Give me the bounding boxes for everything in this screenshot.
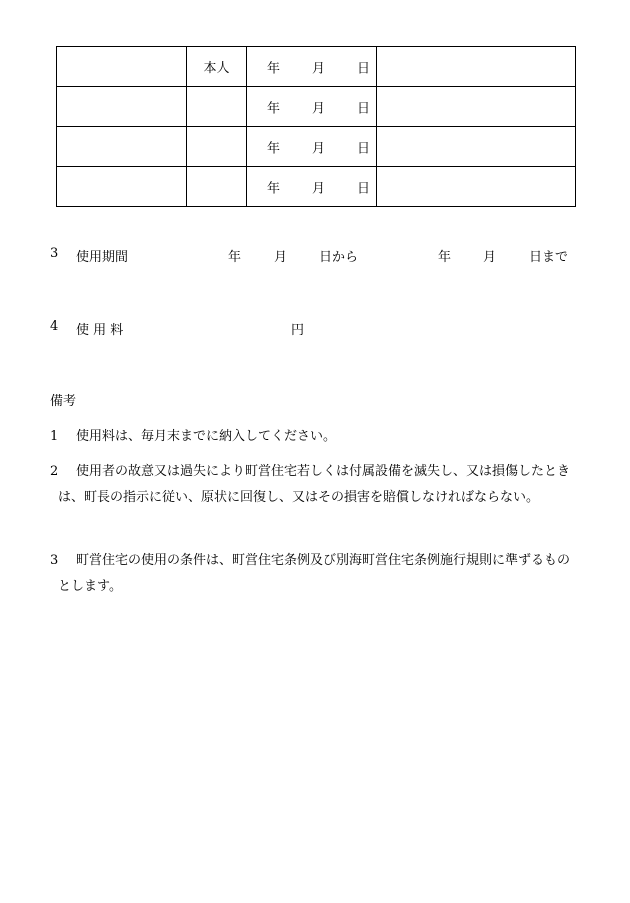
note-item (50, 459, 580, 511)
date-cell (247, 87, 377, 127)
month-label: 月 (312, 101, 326, 116)
table-row (57, 127, 576, 167)
name-cell (57, 47, 187, 87)
relation-cell (187, 127, 247, 167)
year-label: 年 (267, 61, 281, 76)
month-label: 月 (312, 181, 326, 196)
yen-unit-label: 円 (291, 323, 305, 338)
note-number: 3 (50, 553, 59, 568)
note-cell (377, 127, 576, 167)
note-number: 2 (50, 464, 59, 479)
note-number: 1 (50, 429, 59, 444)
note-item (50, 548, 580, 600)
from-year-label: 年 (228, 250, 242, 265)
from-month-label: 月 (274, 250, 288, 265)
day-label: 日 (357, 141, 371, 156)
relation-cell (187, 47, 247, 87)
section-number: 3 (50, 246, 59, 261)
name-cell (57, 87, 187, 127)
usage-period-line (50, 246, 580, 266)
year-label: 年 (267, 141, 281, 156)
note-text: 使用料は、毎月末までに納入してください。 (76, 429, 337, 444)
to-day-label: 日まで (529, 250, 569, 265)
note-text: 使用者の故意又は過失により町営住宅若しくは付属設備を滅失し、又は損傷したときは、町長の指示に従い、原状に回復し、又はその損害を賠償しなければならない。 (58, 464, 571, 505)
day-label: 日 (357, 61, 371, 76)
usage-fee-line (50, 319, 580, 339)
year-label: 年 (267, 101, 281, 116)
note-cell (377, 47, 576, 87)
year-label: 年 (267, 181, 281, 196)
from-day-label: 日から (319, 250, 359, 265)
day-label: 日 (357, 101, 371, 116)
table-row (57, 167, 576, 207)
note-cell (377, 87, 576, 127)
household-table (56, 46, 576, 207)
note-cell (377, 167, 576, 207)
to-month-label: 月 (483, 250, 497, 265)
table-row (57, 87, 576, 127)
table-row (57, 47, 576, 87)
date-cell (247, 47, 377, 87)
relation-cell (187, 87, 247, 127)
section-number: 4 (50, 319, 59, 334)
day-label: 日 (357, 181, 371, 196)
relation-cell (187, 167, 247, 207)
month-label: 月 (312, 141, 326, 156)
date-cell (247, 127, 377, 167)
month-label: 月 (312, 61, 326, 76)
name-cell (57, 127, 187, 167)
relation-label: 本人 (203, 61, 230, 76)
usage-period-label: 使用期間 (76, 250, 129, 265)
date-cell (247, 167, 377, 207)
note-item (50, 424, 580, 450)
name-cell (57, 167, 187, 207)
to-year-label: 年 (438, 250, 452, 265)
note-text: 町営住宅の使用の条件は、町営住宅条例及び別海町営住宅条例施行規則に準ずるものとします。 (58, 553, 571, 594)
notes-title: 備考 (50, 394, 77, 409)
usage-fee-label: 使 用 料 (76, 323, 124, 338)
